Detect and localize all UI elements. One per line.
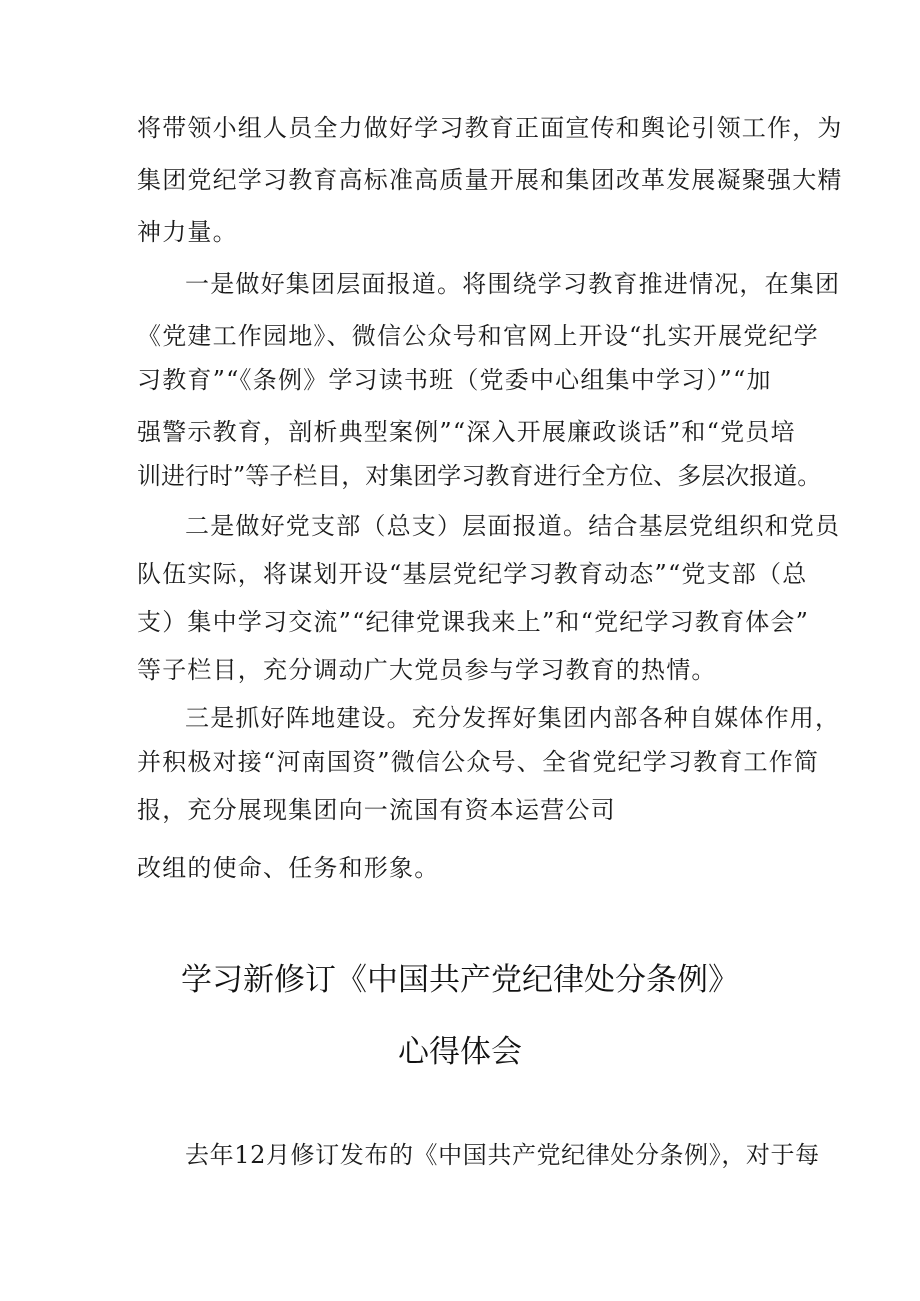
paragraph-line: 强警示教育，剖析典型案例”“深入开展廉政谈话”和“党员培 [137, 418, 796, 446]
paragraph-line: 一是做好集团层面报道。将围绕学习教育推进情况，在集团 [185, 270, 841, 298]
paragraph-line: 去年12月修订发布的《中国共产党纪律处分条例》，对于每 [185, 1141, 820, 1169]
paragraph-line: 三是抓好阵地建设。充分发挥好集团内部各种自媒体作用， [185, 704, 841, 732]
paragraph-line: 《党建工作园地》、微信公众号和官网上开设“扎实开展党纪学 [137, 322, 819, 350]
paragraph-line: 改组的使命、任务和形象。 [137, 854, 440, 882]
paragraph-line: 并积极对接“河南国资”微信公众号、全省党纪学习教育工作简 [137, 748, 820, 776]
paragraph-line: 队伍实际，将谋划开设“基层党纪学习教育动态”“党支部（总 [137, 560, 808, 588]
paragraph-line: 等子栏目，充分调动广大党员参与学习教育的热情。 [137, 656, 717, 684]
paragraph-line: 支）集中学习交流”“纪律党课我来上”和“党纪学习教育体会” [137, 608, 810, 636]
article-title: 学习新修订《中国共产党纪律处分条例》 [181, 962, 739, 998]
paragraph-line: 训进行时”等子栏目，对集团学习教育进行全方位、多层次报道。 [137, 462, 822, 490]
article-subtitle: 心得体会 [398, 1034, 522, 1070]
paragraph-line: 报，充分展现集团向一流国有资本运营公司 [137, 796, 616, 824]
paragraph-line: 将带领小组人员全力做好学习教育正面宣传和舆论引领工作，为 [137, 114, 843, 142]
paragraph-line: 集团党纪学习教育高标准高质量开展和集团改革发展凝聚强大精 [137, 166, 843, 194]
paragraph-line: 二是做好党支部（总支）层面报道。结合基层党组织和党员 [185, 512, 841, 540]
paragraph-line: 神力量。 [137, 218, 238, 246]
paragraph-line: 习教育”“《条例》学习读书班（党委中心组集中学习）”“加 [137, 366, 772, 394]
